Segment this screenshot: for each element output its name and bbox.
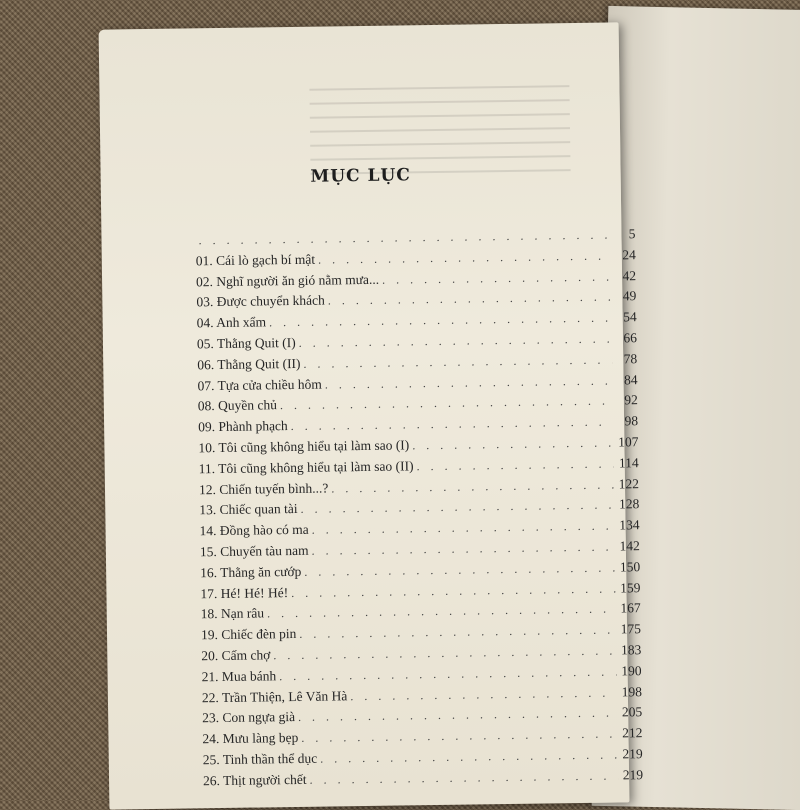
toc-entry-page: 54	[623, 309, 637, 325]
toc-entry-label: 08. Quyền chủ	[197, 397, 278, 414]
toc-entry-page: 175	[620, 621, 642, 637]
toc-entry-label: 11. Tôi cũng không hiểu tại làm sao (II)	[198, 458, 414, 477]
page-title: MỤC LỤC	[310, 165, 411, 187]
toc-entry-label: 12. Chiến tuyến bình...?	[198, 480, 329, 497]
table-of-contents	[195, 222, 643, 789]
toc-entry-label: 22. Trần Thiện, Lê Văn Hà	[201, 687, 348, 705]
toc-entry-page: 92	[624, 392, 638, 408]
toc-entry-label: 09. Phành phạch	[198, 418, 288, 435]
toc-entry-label: 15. Chuyến tàu nam	[199, 542, 309, 560]
toc-entry-label: 02. Nghĩ người ăn gió nằm mưa...	[195, 271, 380, 289]
toc-entry-page: 5	[628, 226, 636, 242]
toc-entry-page: 150	[619, 558, 641, 575]
toc-entry-page: 219	[622, 746, 643, 762]
toc-entry-label: 10. Tôi cũng không hiểu tại làm sao (I)	[198, 437, 410, 456]
toc-entry-page: 219	[622, 766, 644, 783]
toc-entry-page: 142	[619, 538, 640, 554]
toc-entry-page: 107	[618, 434, 639, 450]
dot-leader	[412, 435, 613, 453]
toc-entry-label: 14. Đồng hào có ma	[199, 521, 309, 539]
toc-entry-label: 25. Tinh thần thể dục	[202, 750, 318, 768]
toc-entry-label: 13. Chiếc quan tài	[199, 501, 298, 518]
toc-entry-label: 16. Thằng ăn cướp	[200, 563, 302, 581]
toc-entry-page: 205	[621, 704, 643, 720]
toc-entry-page: 190	[621, 662, 642, 679]
toc-entry-page: 134	[619, 517, 640, 533]
toc-entry-page: 198	[621, 683, 642, 699]
dot-leader	[416, 456, 613, 474]
toc-entry-label: 21. Mua bánh	[201, 667, 277, 685]
toc-entry-label: 19. Chiếc đèn pin	[200, 626, 297, 643]
toc-entry-page: 183	[620, 642, 642, 658]
toc-entry-page: 159	[620, 579, 641, 595]
dot-leader	[309, 768, 618, 787]
toc-entry-page: 212	[622, 725, 643, 741]
toc-entry-label: 06. Thằng Quit (II)	[197, 355, 301, 373]
toc-entry-page: 114	[618, 454, 639, 471]
toc-entry-label: 24. Mưu làng bẹp	[202, 730, 299, 747]
toc-entry-label: 01. Cái lò gạch bí mật	[195, 251, 316, 269]
toc-entry-label: 04. Anh xẩm	[196, 314, 267, 331]
toc-entry-label: 17. Hé! Hé! Hé!	[200, 584, 289, 601]
toc-entry-label: 05. Thằng Quit (I)	[196, 334, 296, 352]
toc-entry-page: 66	[623, 330, 638, 346]
toc-entry-page: 98	[624, 413, 639, 429]
toc-entry-label: 07. Tựa cửa chiều hôm	[197, 376, 322, 393]
toc-entry-page: 49	[622, 288, 637, 304]
show-through-text	[309, 85, 571, 209]
toc-entry-label: 03. Được chuyển khách	[196, 292, 325, 310]
toc-entry-page: 122	[618, 475, 640, 492]
toc-entry-page: 78	[623, 350, 638, 367]
toc-entry-label: 26. Thịt người chết	[202, 771, 307, 789]
toc-entry-page: 42	[622, 267, 637, 283]
toc-entry-page: 167	[620, 600, 641, 616]
book-page	[99, 22, 644, 809]
dot-leader	[382, 269, 611, 287]
toc-entry-label: 20. Cấm chợ	[201, 647, 271, 664]
toc-entry-page: 24	[622, 246, 636, 263]
toc-entry-page: 84	[623, 371, 638, 387]
toc-entry-label: 23. Con ngựa già	[202, 709, 296, 726]
toc-entry-page: 128	[618, 496, 640, 512]
toc-entry-label: 18. Nạn râu	[200, 605, 265, 622]
